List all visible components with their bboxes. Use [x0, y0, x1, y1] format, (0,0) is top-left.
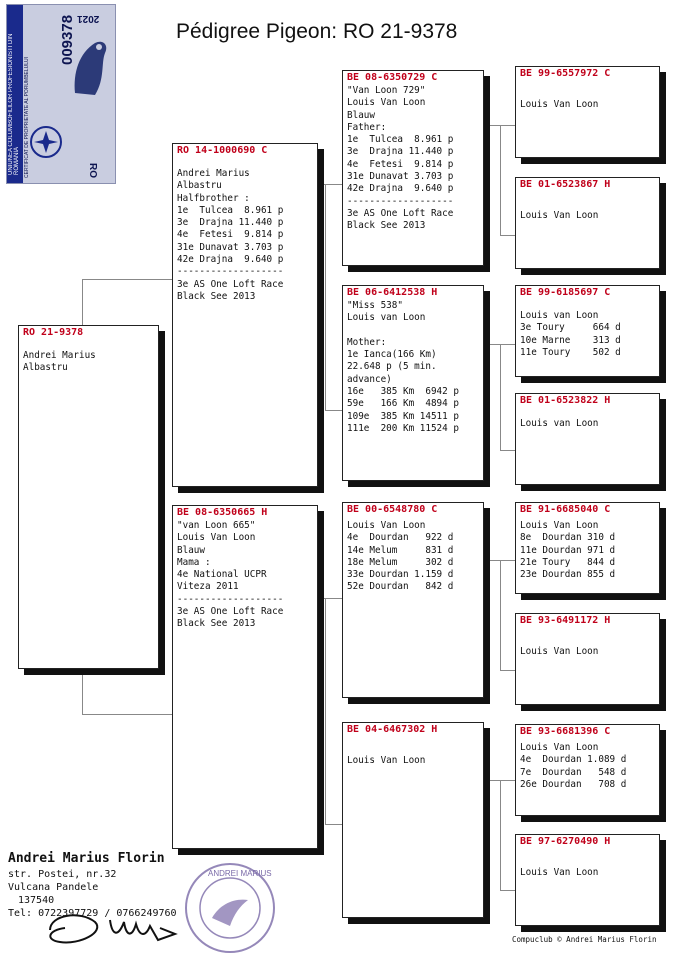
- detail-line: Louis van Loon: [347, 312, 426, 324]
- sire-card: [172, 143, 318, 487]
- connector-line: [500, 235, 515, 236]
- detail-line: "Van Loon 729": [347, 85, 426, 96]
- ring-number: RO 21-9378: [23, 327, 84, 338]
- detail-line: Louis Van Loon: [520, 867, 599, 878]
- dam-card: [172, 505, 318, 849]
- pigeon-details: [347, 300, 480, 435]
- detail-line: Louis Van Loon: [520, 646, 599, 657]
- dsd-card: [515, 613, 660, 705]
- connector-line: [325, 598, 326, 824]
- detail-line: Albastru: [23, 362, 68, 374]
- detail-line: advance): [347, 373, 392, 385]
- detail-line: Louis Van Loon: [347, 520, 426, 531]
- pigeon-details: [347, 85, 480, 233]
- detail-line: 52e Dourdan 842 d: [347, 581, 454, 593]
- detail-line: Father:: [347, 121, 387, 133]
- detail-line: Louis Van Loon: [177, 532, 256, 544]
- footer-credit: Compuclub © Andrei Marius Florin: [512, 935, 657, 944]
- detail-line: Blauw: [177, 544, 205, 556]
- ddd-card: [515, 834, 660, 926]
- pigeon-details: [520, 520, 656, 581]
- sire-dam-card: [342, 285, 484, 481]
- connector-line: [82, 279, 83, 329]
- detail-line: 26e Dourdan 708 d: [520, 778, 627, 790]
- pigeon-details: [520, 99, 656, 111]
- detail-line: Black See 2013: [177, 618, 256, 630]
- detail-line: 3e AS One Loft Race: [347, 207, 454, 219]
- dds-card: [515, 724, 660, 816]
- pigeon-details: [347, 755, 480, 767]
- pigeon-details: [177, 520, 314, 631]
- pigeon-details: [520, 210, 656, 222]
- certificate-emblem-icon: [29, 125, 63, 159]
- owner-zip: 137540: [18, 895, 55, 906]
- connector-line: [484, 780, 515, 781]
- connector-line: [500, 670, 515, 671]
- detail-line: "van Loon 665": [177, 520, 256, 531]
- ownership-certificate: [6, 4, 116, 184]
- detail-line: 8e Dourdan 310 d: [520, 532, 616, 544]
- connector-line: [325, 824, 342, 825]
- detail-line: 4e Dourdan 1.089 d: [520, 754, 627, 766]
- detail-line: Louis Van Loon: [520, 742, 599, 753]
- pigeon-details: [520, 310, 656, 359]
- detail-line: 4e Dourdan 922 d: [347, 532, 454, 544]
- pigeon-details: [177, 168, 314, 303]
- sss-card: [515, 66, 660, 158]
- connector-line: [325, 184, 326, 410]
- detail-line: 1e Tulcea 8.961 p: [347, 134, 454, 146]
- detail-line: Andrei Marius: [23, 350, 96, 361]
- ring-number: BE 99-6557972 C: [520, 68, 611, 79]
- connector-line: [500, 780, 501, 890]
- detail-line: Mother:: [347, 336, 387, 348]
- page-title: Pédigree Pigeon: RO 21-9378: [176, 20, 458, 43]
- detail-line: 42e Drajna 9.640 p: [177, 254, 284, 266]
- detail-line: 3e Toury 664 d: [520, 322, 621, 334]
- connector-line: [500, 450, 515, 451]
- detail-line: [347, 325, 480, 337]
- connector-line: [82, 666, 83, 714]
- connector-line: [484, 560, 515, 561]
- detail-line: 11e Dourdan 971 d: [520, 544, 616, 556]
- detail-line: Louis Van Loon: [347, 97, 426, 109]
- connector-line: [484, 344, 515, 345]
- connector-line: [500, 560, 501, 670]
- detail-line: 59e 166 Km 4894 p: [347, 398, 459, 410]
- sire-sire-card: [342, 70, 484, 266]
- detail-line: 3e Drajna 11.440 p: [347, 146, 454, 158]
- connector-line: [500, 344, 501, 450]
- ring-number: RO 14-1000690 C: [177, 145, 268, 156]
- detail-line: 111e 200 Km 11524 p: [347, 422, 459, 434]
- ring-number: BE 08-6350665 H: [177, 507, 268, 518]
- detail-line: 3e AS One Loft Race: [177, 606, 284, 618]
- ring-number: BE 06-6412538 H: [347, 287, 438, 298]
- owner-address: str. Postei, nr.32: [8, 869, 117, 880]
- detail-line: "Miss 538": [347, 300, 403, 311]
- pigeon-details: [23, 350, 155, 375]
- detail-line: -------------------: [177, 266, 284, 278]
- ring-number: BE 91-6685040 C: [520, 504, 611, 515]
- sds-card: [515, 285, 660, 377]
- certificate-brand-text: UNIUNEA COLUMBOFILILOR PROFESIONISTI DIN ROMANIA: [8, 33, 20, 175]
- ring-number: BE 00-6548780 C: [347, 504, 438, 515]
- detail-line: Louis Van Loon: [520, 520, 599, 531]
- ring-number: BE 01-6523867 H: [520, 179, 611, 190]
- detail-line: -------------------: [177, 593, 284, 605]
- detail-line: 3e Drajna 11.440 p: [177, 217, 284, 229]
- detail-line: 3e AS One Loft Race: [177, 278, 284, 290]
- ring-number: BE 04-6467302 H: [347, 724, 438, 735]
- detail-line: 11e Toury 502 d: [520, 346, 621, 358]
- detail-line: 21e Toury 844 d: [520, 556, 616, 568]
- detail-line: 22.648 p (5 min.: [347, 361, 437, 373]
- stamp-text: ANDREI MARIUS: [208, 869, 272, 878]
- connector-line: [316, 184, 342, 185]
- sdd-card: [515, 393, 660, 485]
- dam-sire-card: [342, 502, 484, 698]
- dss-card: [515, 502, 660, 594]
- detail-line: 1e Tulcea 8.961 p: [177, 204, 284, 216]
- connector-line: [500, 125, 501, 235]
- detail-line: 4e Fetesi 9.814 p: [347, 158, 454, 170]
- ssd-card: [515, 177, 660, 269]
- detail-line: 23e Dourdan 855 d: [520, 569, 616, 581]
- certificate-number: 009378: [59, 14, 76, 65]
- detail-line: Louis Van Loon: [520, 99, 599, 110]
- detail-line: 7e Dourdan 548 d: [520, 766, 627, 778]
- pigeon-details: [520, 867, 656, 879]
- detail-line: 42e Drajna 9.640 p: [347, 183, 454, 195]
- connector-line: [484, 125, 515, 126]
- connector-line: [500, 890, 515, 891]
- pigeon-details: [520, 646, 656, 658]
- certificate-country: RO: [87, 163, 98, 178]
- detail-line: Louis Van Loon: [347, 755, 426, 766]
- connector-line: [316, 598, 342, 599]
- detail-line: Louis van Loon: [520, 418, 599, 429]
- owner-name: Andrei Marius Florin: [8, 851, 165, 866]
- detail-line: 33e Dourdan 1.159 d: [347, 569, 454, 581]
- detail-line: Andrei Marius: [177, 168, 250, 179]
- detail-line: 14e Melum 831 d: [347, 544, 454, 556]
- ring-number: BE 93-6491172 H: [520, 615, 611, 626]
- ring-number: BE 01-6523822 H: [520, 395, 611, 406]
- owner-stamp-icon: [182, 860, 278, 956]
- connector-line: [82, 714, 174, 715]
- detail-line: 18e Melum 302 d: [347, 556, 454, 568]
- connector-line: [325, 410, 342, 411]
- detail-line: Blauw: [347, 109, 375, 121]
- connector-line: [82, 279, 174, 280]
- detail-line: 109e 385 Km 14511 p: [347, 410, 459, 422]
- detail-line: 10e Marne 313 d: [520, 334, 621, 346]
- dam-dam-card: [342, 722, 484, 918]
- subject-pigeon-card: [18, 325, 159, 669]
- detail-line: 16e 385 Km 6942 p: [347, 386, 459, 398]
- ring-number: BE 97-6270490 H: [520, 836, 611, 847]
- ring-number: BE 93-6681396 C: [520, 726, 611, 737]
- detail-line: 31e Dunavat 3.703 p: [177, 241, 284, 253]
- detail-line: Viteza 2011: [177, 581, 239, 593]
- pigeon-details: [347, 520, 480, 594]
- ring-number: BE 99-6185697 C: [520, 287, 611, 298]
- detail-line: Albastru: [177, 180, 222, 192]
- detail-line: Halfbrother :: [177, 192, 250, 204]
- detail-line: 1e Ianca(166 Km): [347, 349, 437, 361]
- detail-line: Louis Van Loon: [520, 210, 599, 221]
- pigeon-details: [520, 418, 656, 430]
- detail-line: -------------------: [347, 195, 454, 207]
- detail-line: Black See 2013: [347, 220, 426, 232]
- certificate-year: 2021: [77, 13, 100, 24]
- owner-phone: Tel: 0722397729 / 0766249760: [8, 908, 177, 919]
- detail-line: Mama :: [177, 556, 211, 568]
- signature-icon: [40, 900, 190, 960]
- pigeon-details: [520, 742, 656, 791]
- detail-line: 4e Fetesi 9.814 p: [177, 229, 284, 241]
- detail-line: Louis van Loon: [520, 310, 599, 321]
- certificate-note: CERTIFICAT DE PROPRIETATE AL PORUMBELULUI: [24, 56, 30, 178]
- detail-line: Black See 2013: [177, 290, 256, 302]
- detail-line: 31e Dunavat 3.703 p: [347, 171, 454, 183]
- owner-city: Vulcana Pandele: [8, 882, 99, 893]
- detail-line: 4e National UCPR: [177, 569, 267, 581]
- ring-number: BE 08-6350729 C: [347, 72, 438, 83]
